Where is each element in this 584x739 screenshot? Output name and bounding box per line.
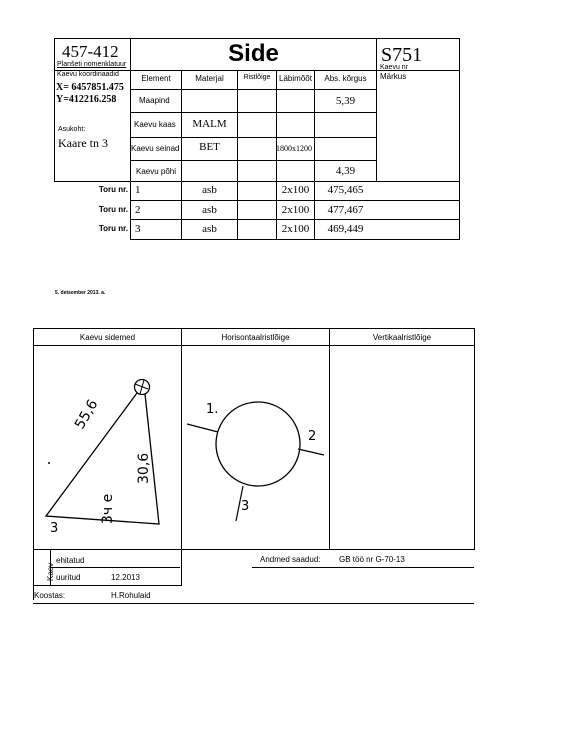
- row-element: Kaevu põhi: [136, 167, 177, 176]
- col-element: Element: [141, 74, 171, 83]
- surveyed-label: uuritud: [56, 573, 81, 582]
- col-title-vertical: Vertikaalristlõige: [372, 333, 432, 342]
- row-element: Kaevu kaas: [134, 120, 176, 129]
- author: H.Rohulaid: [111, 591, 151, 600]
- pipe-material: asb: [202, 223, 217, 235]
- well-circle: [216, 402, 300, 486]
- built-label: ehitatud: [56, 556, 85, 565]
- pipe-no: 2: [135, 204, 141, 216]
- pipe-height: 475,465: [327, 184, 364, 196]
- y-coordinate: Y=412216.258: [56, 94, 117, 105]
- author-label: Koostas:: [34, 591, 66, 600]
- pipe-label: Toru nr.: [98, 205, 128, 214]
- date-note: 5. detsember 2013. a.: [55, 290, 106, 296]
- sheet-code: 457-412: [62, 42, 119, 61]
- row-height: 5,39: [335, 95, 356, 107]
- source-value: GB töö nr G-70-13: [339, 555, 405, 564]
- row-height: 4,39: [335, 165, 356, 177]
- horizontal-section-sketch: [182, 346, 329, 549]
- pipe-label-2: 2: [308, 429, 317, 444]
- distance-mid: 30,6: [136, 452, 152, 484]
- plansheet-label: Planšeti nomenklatuur: [57, 61, 127, 68]
- row-material: BET: [199, 141, 220, 153]
- pipe-no: 1: [135, 184, 141, 196]
- well-no-label: Kaevu nr: [380, 64, 409, 71]
- pipe-size: 2x100: [281, 184, 310, 196]
- row-element: Kaevu seinad: [131, 144, 180, 153]
- surveyed-date: 12.2013: [111, 573, 140, 582]
- row-diameter: 1800x1200: [276, 144, 312, 153]
- col-abs-height: Abs. kõrgus: [324, 74, 367, 83]
- col-notes: Märkus: [380, 72, 407, 81]
- address: Kaare tn 3: [58, 136, 108, 150]
- pipe-no: 3: [135, 223, 141, 235]
- pipe-size: 2x100: [281, 204, 310, 216]
- source-label: Andmed saadud:: [260, 555, 321, 564]
- distance-left: 55,6: [72, 397, 102, 432]
- col-cross-section: Ristlõige: [243, 74, 271, 81]
- pipe-label-1: 1.: [206, 402, 219, 417]
- col-diameter: Läbimõõt: [279, 74, 312, 83]
- address-label: Asukoht:: [58, 126, 86, 133]
- pipe-size: 2x100: [281, 223, 310, 235]
- sketch-num-3: 3: [50, 521, 59, 536]
- pipe-material: asb: [202, 184, 217, 196]
- pipe-label: Toru nr.: [98, 224, 128, 233]
- col-title-horizontal: Horisontaalristlõige: [221, 333, 290, 342]
- x-coordinate: X= 6457851.475: [56, 82, 124, 93]
- well-id: S751: [381, 44, 423, 66]
- pipe-label: Toru nr.: [98, 185, 128, 194]
- page-title: Side: [228, 40, 279, 67]
- col-title-links: Kaevu sidemed: [79, 333, 136, 342]
- coord-label: Kaevu koordinaadid: [57, 71, 119, 78]
- col-material: Materjal: [195, 74, 224, 83]
- side-label: Kaev: [46, 562, 55, 581]
- pipe-material: asb: [202, 204, 217, 216]
- pipe-height: 477,467: [327, 204, 364, 216]
- row-element: Maapind: [139, 96, 170, 105]
- pipe-line-1: [187, 424, 218, 432]
- pipe-line-2: [298, 449, 324, 455]
- pipe-label-3: 3: [241, 499, 250, 514]
- distance-bottom: 3ч e: [100, 493, 116, 524]
- pipe-height: 469,449: [327, 223, 364, 235]
- row-material: MALM: [192, 118, 227, 130]
